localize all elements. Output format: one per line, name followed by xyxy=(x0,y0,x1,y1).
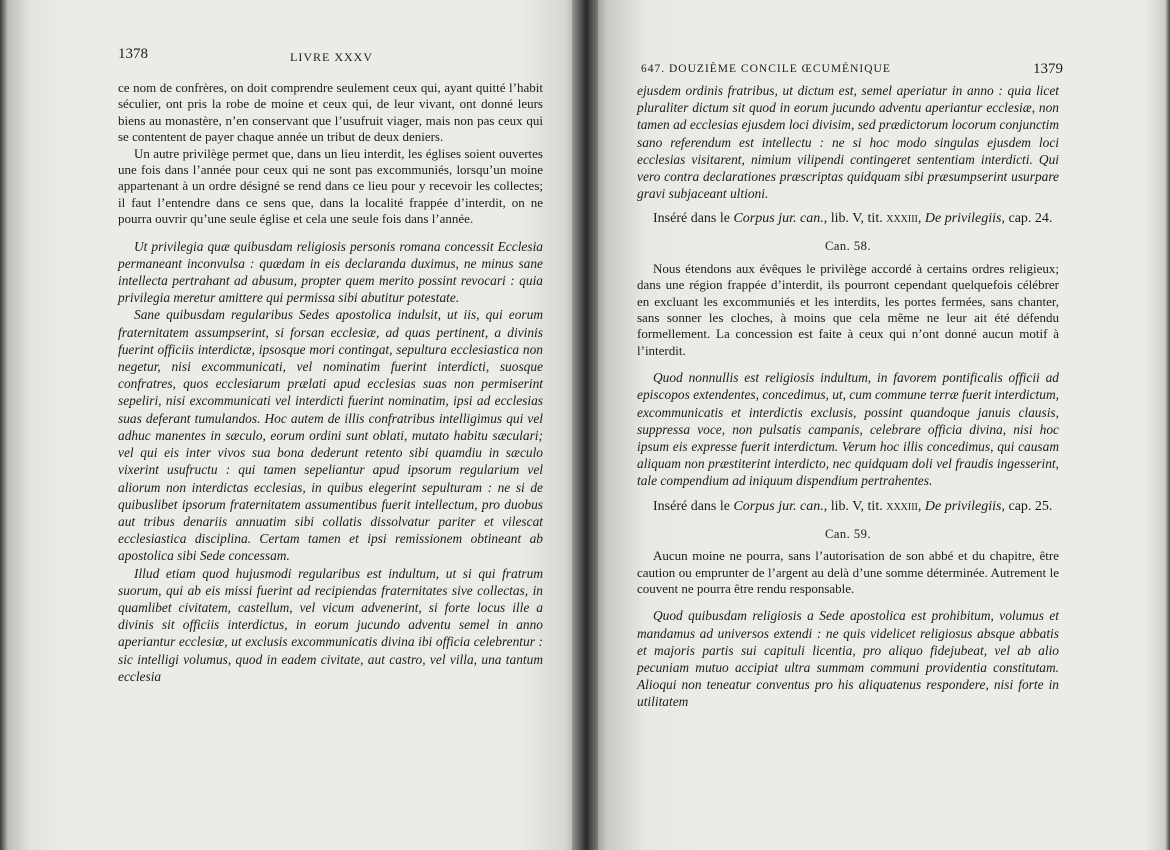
paragraph-french: Aucun moine ne pourra, sans l’autorisation de son abbé et du chapitre, être caution ou emprunter de l’argent au delà d’une somme déterminée. Autrement le couvent ne pourra être rendu responsable. xyxy=(637,548,1059,596)
source-reference: Inséré dans le Corpus jur. can., lib. V, tit. xxxiii, De privilegiis, cap. 25. xyxy=(653,498,1053,514)
left-page-number: 1378 xyxy=(118,46,148,62)
book-gutter xyxy=(572,0,598,850)
right-page xyxy=(585,0,1170,850)
right-page-body xyxy=(637,82,1059,711)
right-running-header: 647. DOUZIÈME CONCILE ŒCUMÉNIQUE xyxy=(641,63,891,75)
right-page-number: 1379 xyxy=(1033,61,1063,77)
paragraph-latin: Quod nonnullis est religiosis indultum, in favorem pontificalis officii ad episcopos extendentes, concedimus, ut, cum commune terræ fuerit interdictum, excommunicatis et interdictis exclusis, possint quandoque januis clausis, suppressa voce, non pulsatis campanis, celebrare officia divina, nisi hoc ipsum eis expresse fuerit interdictum. Verum hoc illis concedimus, qui causam aliquam non præstiterint interdicto, nec quidquam doli vel fraudis ingesserint, tale compendium ad iniquum dispendium pertrahentes. xyxy=(637,370,1059,489)
paragraph-french: Nous étendons aux évêques le privilège accordé à certains ordres religieux; dans une région frappée d’interdit, ils pourront cependant quelquefois célébrer en excluant les excommuniés et les interdits, les portes fermées, sans chanter, sans sonner les cloches, à moins que cela même ne leur ait été défendu formellement. La concession est faite à ceux qui n’ont donné aucun motif à l’interdit. xyxy=(637,260,1059,358)
canon-heading: Can. 59. xyxy=(824,526,871,541)
canon-heading: Can. 58. xyxy=(824,239,871,254)
paragraph-latin: Ut privilegia quæ quibusdam religiosis personis romana concessit Ecclesia permaneant inconvulsa : quædam in eis declaranda duximus, ne minus sane intellecta pertrahant ad abusum, propter quem merito possint revocari : quia privilegia meretur amittere qui permissa sibi abutitur potestate. xyxy=(118,238,543,306)
left-page-body xyxy=(118,80,543,685)
paragraph-latin: Sane quibusdam regularibus Sedes apostolica indulsit, ut iis, qui eorum fraternitatem assumpserint, si forsan ecclesiæ, ad quas pertinent, a divinis fuerint officiis interdictæ, ipsosque mori contingat, sepultura ecclesiastica non negetur, nisi excommunicati, vel nominatim fuerint interdicti, suosque confratres, quos ecclesiarum prælati apud ecclesias suas non permiserint sepeliri, nisi excommunicati vel interdicti fuerint nominatim, ipsi ad ecclesias suas deferant tumulandos. Hoc autem de illis confratribus intelligimus qui vel adhuc manentes in sæculo, eorum ordini sunt oblati, mutato habitu sæculari; vel qui eis inter vivos sua bona dederunt retento sibi quamdiu in sæculo vixerint usufructu : qui tamen sepeliantur apud ipsorum regularium vel aliorum non interdictas ecclesias, in quibus elegerint sepulturam : ne si de quibuslibet ipsorum fraternitatem assumentibus fuerit intellectum, pro duobus aut tribus denariis annuatim sibi collatis dissolvatur pariter et vilescat ecclesiastica disciplina. Certam tamen et ipsi remissionem obtineant ab apostolica sibi Sede concessam. xyxy=(118,307,543,564)
left-running-header: LIVRE XXXV xyxy=(290,50,373,64)
paragraph-latin: ejusdem ordinis fratribus, ut dictum est, semel aperiatur in anno : quia licet pluraliter dictum sit quod in eorum jucundo adventu aperiantur ecclesiæ, non tamen ad ecclesias ejusdem loci divisim, sed prædictorum locorum conjunctim sano referendum est intellectu : ne si hoc modo singulas ejusdem loci ecclesias visitarent, nimium vilipendi contingeret sententiam interdicti. Qui vero contra declarationes præscriptas quidquam sibi præsumpserint usurpare gravi subjaceant ultioni. xyxy=(637,83,1059,202)
paragraph-latin: Illud etiam quod hujusmodi regularibus est indultum, ut si qui fratrum suorum, qui ab eis missi fuerint ad recipiendas fraternitates sive collectas, in quamlibet civitatem, castellum, vel vicum advenerint, si forte locus ille a divinis sit officiis interdictus, in eorum jucundo adventu semel in anno aperiantur ecclesiæ, ut exclusis excommunicatis divina ibi officia celebrentur : sic intelligi volumus, quod in eadem civitate, aut castro, vel villa, una tantum ecclesia xyxy=(118,565,543,684)
paragraph-latin: Quod quibusdam religiosis a Sede apostolica est prohibitum, volumus et mandamus ad universos extendi : ne quis videlicet religiosus absque abbatis et majoris partis sui capituli licentia, pro aliquo fidejubeat, vel ab alio pecuniam mutuo accipiat ultra summam communi providentia constitutam. Alioqui non teneatur conventus pro his aliquatenus respondere, nisi forte in utilitatem xyxy=(637,608,1059,710)
paragraph-french: ce nom de confrères, on doit comprendre seulement ceux qui, ayant quitté l’habit séculier, ont pris la robe de moine et ceux qui, de leur vivant, ont donné leurs biens au monastère, n’en conservant que l’usufruit viager, mais non pas ceux qui se contentent de payer chaque année un tribut de deux deniers. xyxy=(118,80,543,145)
paragraph-french: Un autre privilège permet que, dans un lieu interdit, les églises soient ouvertes une fois dans l’année pour ceux qui ne sont pas excommuniés, lorsqu’un moine appartenant à un ordre désigné se rend dans ce lieu pour y recevoir les collectes; il faut l’entendre dans ce sens que, dans la localité frappée d’interdit, on ne pourra ouvrir qu’une seule église et cela une seule fois dans l’année. xyxy=(118,145,543,227)
source-reference: Inséré dans le Corpus jur. can., lib. V, tit. xxxiii, De privilegiis, cap. 24. xyxy=(653,211,1053,227)
